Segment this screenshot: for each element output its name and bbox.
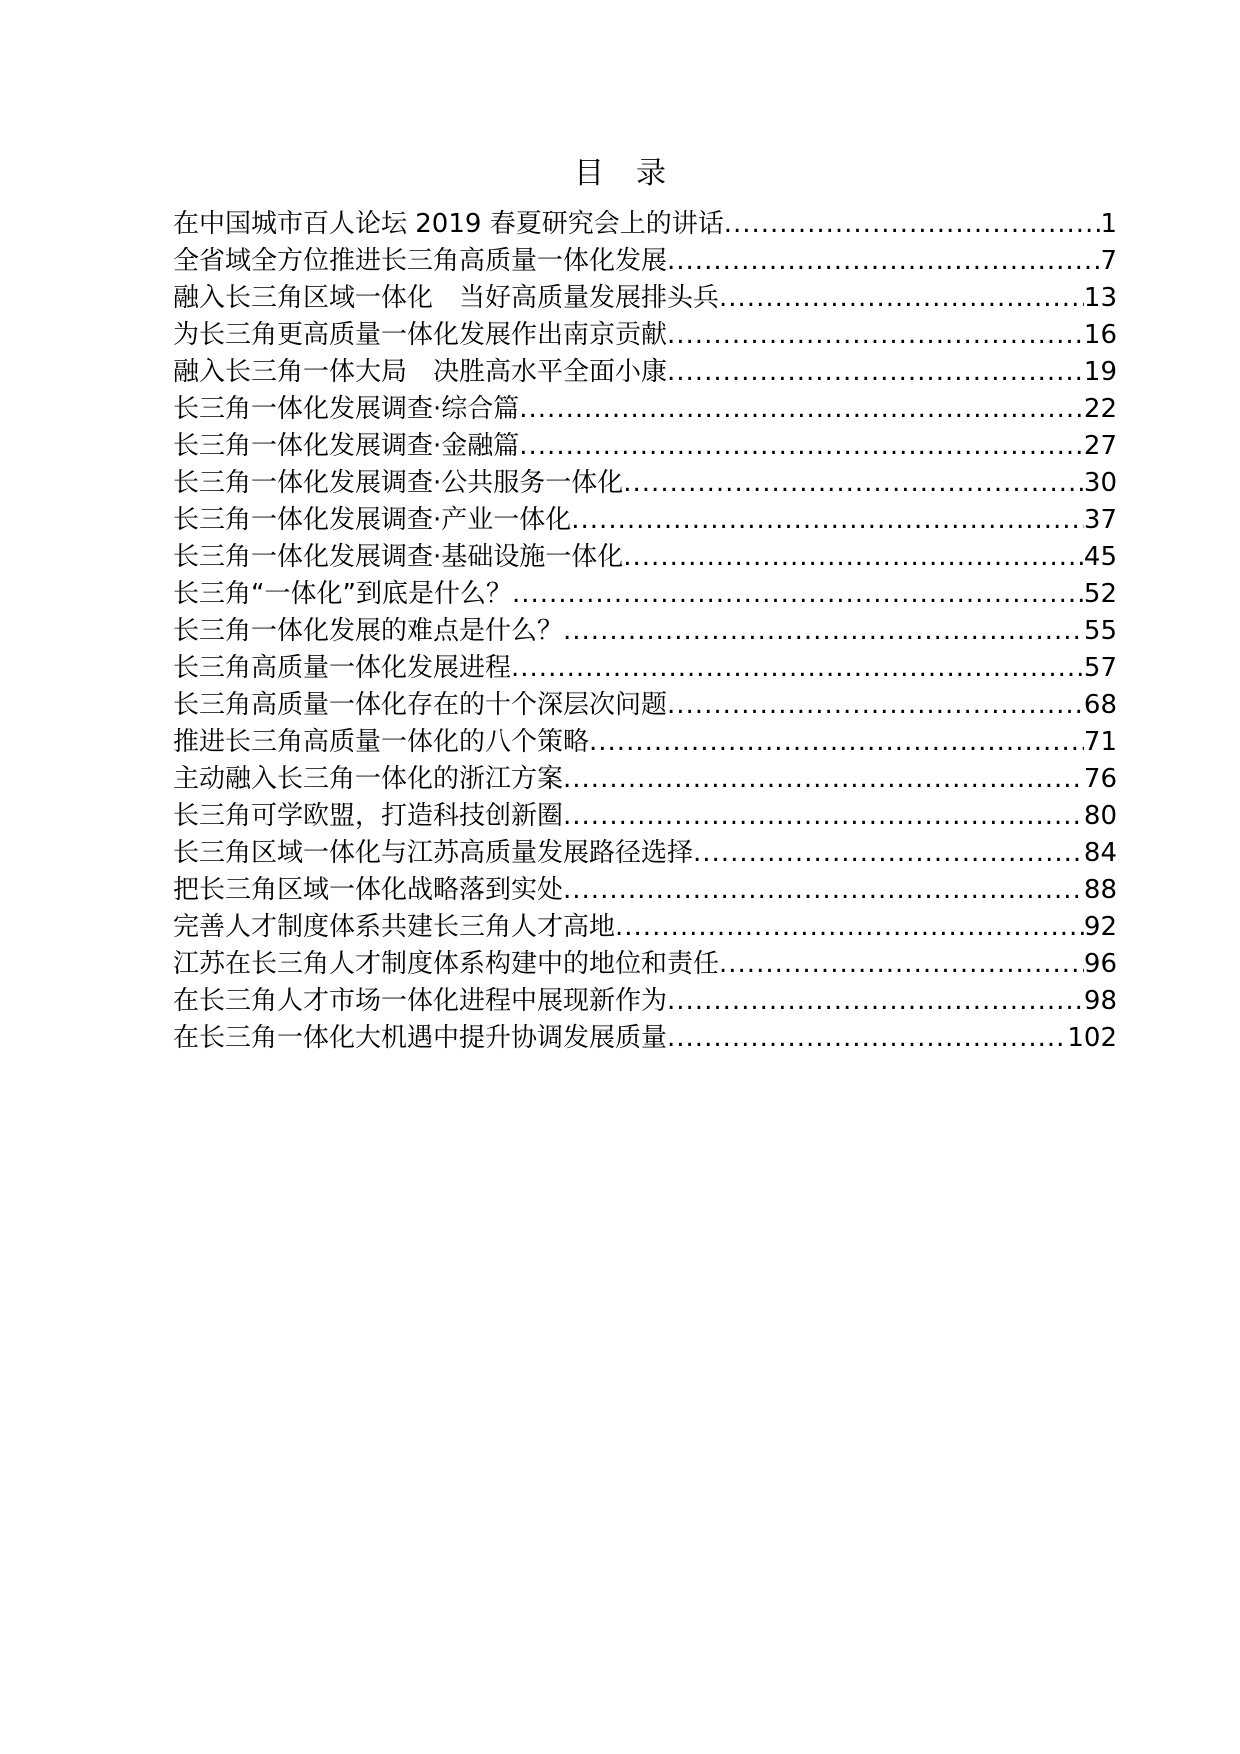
toc-entry-page-number: 96 — [1083, 949, 1117, 979]
toc-entry-page-number: 7 — [1100, 246, 1117, 276]
table-of-contents — [173, 206, 1117, 1057]
toc-dot-leader — [571, 502, 1084, 539]
toc-entry-page-number: 27 — [1083, 431, 1117, 461]
toc-entry-title: 全省域全方位推进长三角高质量一体化发展 — [173, 246, 668, 276]
toc-entry-title: 长三角一体化发展调查·公共服务一体化 — [173, 468, 624, 498]
toc-entry[interactable] — [173, 798, 1117, 835]
toc-entry[interactable] — [173, 872, 1117, 909]
toc-dot-leader — [589, 724, 1084, 761]
toc-entry[interactable] — [173, 687, 1117, 724]
toc-entry[interactable] — [173, 391, 1117, 428]
toc-entry-title: 长三角一体化发展调查·基础设施一体化 — [173, 542, 624, 572]
toc-entry-title: 江苏在长三角人才制度体系构建中的地位和责任 — [173, 949, 720, 979]
toc-entry-page-number: 76 — [1083, 764, 1117, 794]
toc-entry-title: 长三角高质量一体化存在的十个深层次问题 — [173, 690, 668, 720]
toc-entry-title: 长三角一体化发展的难点是什么？ — [173, 616, 564, 646]
toc-entry-title: 融入长三角一体大局 决胜高水平全面小康 — [173, 357, 668, 387]
toc-entry[interactable] — [173, 280, 1117, 317]
toc-entry-page-number: 98 — [1083, 986, 1117, 1016]
toc-dot-leader — [667, 354, 1084, 391]
toc-entry[interactable] — [173, 613, 1117, 650]
toc-title: 目录 — [574, 156, 698, 191]
toc-entry-page-number: 88 — [1083, 875, 1117, 905]
toc-entry-title: 在长三角人才市场一体化进程中展现新作为 — [173, 986, 668, 1016]
toc-entry-title: 融入长三角区域一体化 当好高质量发展排头兵 — [173, 283, 720, 313]
toc-dot-leader — [519, 391, 1084, 428]
toc-dot-leader — [615, 909, 1084, 946]
toc-entry[interactable] — [173, 724, 1117, 761]
toc-entry-page-number: 92 — [1083, 912, 1117, 942]
toc-entry[interactable] — [173, 502, 1117, 539]
toc-entry-title: 长三角一体化发展调查·产业一体化 — [173, 505, 572, 535]
toc-dot-leader — [667, 983, 1084, 1020]
toc-entry[interactable] — [173, 1020, 1117, 1057]
toc-entry-title: 主动融入长三角一体化的浙江方案 — [173, 764, 564, 794]
toc-entry-page-number: 55 — [1083, 616, 1117, 646]
toc-entry[interactable] — [173, 243, 1117, 280]
toc-entry-page-number: 13 — [1083, 283, 1117, 313]
toc-entry-title: 长三角一体化发展调查·金融篇 — [173, 431, 520, 461]
toc-entry[interactable] — [173, 909, 1117, 946]
toc-entry-page-number: 1 — [1100, 209, 1117, 239]
toc-entry[interactable] — [173, 428, 1117, 465]
toc-dot-leader — [519, 428, 1084, 465]
toc-dot-leader — [563, 761, 1084, 798]
toc-entry-page-number: 37 — [1083, 505, 1117, 535]
toc-dot-leader — [563, 613, 1084, 650]
toc-dot-leader — [511, 650, 1084, 687]
toc-entry[interactable] — [173, 576, 1117, 613]
toc-entry-page-number: 16 — [1083, 320, 1117, 350]
toc-dot-leader — [512, 576, 1084, 613]
toc-entry[interactable] — [173, 317, 1117, 354]
toc-dot-leader — [719, 946, 1084, 983]
toc-entry[interactable] — [173, 946, 1117, 983]
toc-entry-title: 长三角“一体化”到底是什么？ — [173, 579, 512, 609]
toc-dot-leader — [563, 872, 1084, 909]
toc-entry[interactable] — [173, 539, 1117, 576]
toc-entry[interactable] — [173, 206, 1117, 243]
toc-entry-page-number: 102 — [1067, 1023, 1117, 1053]
toc-dot-leader — [719, 280, 1084, 317]
toc-entry[interactable] — [173, 650, 1117, 687]
toc-entry-title: 长三角一体化发展调查·综合篇 — [173, 394, 520, 424]
toc-dot-leader — [693, 835, 1084, 872]
toc-entry[interactable] — [173, 761, 1117, 798]
toc-entry-title: 在中国城市百人论坛 2019 春夏研究会上的讲话 — [173, 209, 724, 239]
toc-dot-leader — [667, 687, 1084, 724]
toc-entry-page-number: 57 — [1083, 653, 1117, 683]
toc-dot-leader — [623, 539, 1084, 576]
toc-dot-leader — [724, 206, 1101, 243]
toc-entry-page-number: 71 — [1083, 727, 1117, 757]
toc-entry-title: 完善人才制度体系共建长三角人才高地 — [173, 912, 616, 942]
toc-entry-page-number: 45 — [1083, 542, 1117, 572]
toc-entry-title: 长三角区域一体化与江苏高质量发展路径选择 — [173, 838, 694, 868]
toc-entry-title: 长三角可学欧盟，打造科技创新圈 — [173, 801, 564, 831]
toc-entry-page-number: 30 — [1083, 468, 1117, 498]
toc-dot-leader — [667, 243, 1100, 280]
toc-entry-title: 长三角高质量一体化发展进程 — [173, 653, 512, 683]
toc-entry-page-number: 80 — [1083, 801, 1117, 831]
toc-entry-title: 为长三角更高质量一体化发展作出南京贡献 — [173, 320, 668, 350]
toc-entry-title: 在长三角一体化大机遇中提升协调发展质量 — [173, 1023, 668, 1053]
toc-entry-page-number: 19 — [1083, 357, 1117, 387]
toc-entry[interactable] — [173, 465, 1117, 502]
toc-dot-leader — [667, 317, 1084, 354]
toc-entry-title: 把长三角区域一体化战略落到实处 — [173, 875, 564, 905]
toc-dot-leader — [623, 465, 1084, 502]
toc-entry[interactable] — [173, 983, 1117, 1020]
toc-dot-leader — [563, 798, 1084, 835]
toc-entry-page-number: 68 — [1083, 690, 1117, 720]
toc-entry[interactable] — [173, 835, 1117, 872]
toc-entry-page-number: 84 — [1083, 838, 1117, 868]
toc-entry[interactable] — [173, 354, 1117, 391]
toc-entry-title: 推进长三角高质量一体化的八个策略 — [173, 727, 590, 757]
toc-dot-leader — [667, 1020, 1067, 1057]
toc-entry-page-number: 22 — [1083, 394, 1117, 424]
toc-entry-page-number: 52 — [1083, 579, 1117, 609]
